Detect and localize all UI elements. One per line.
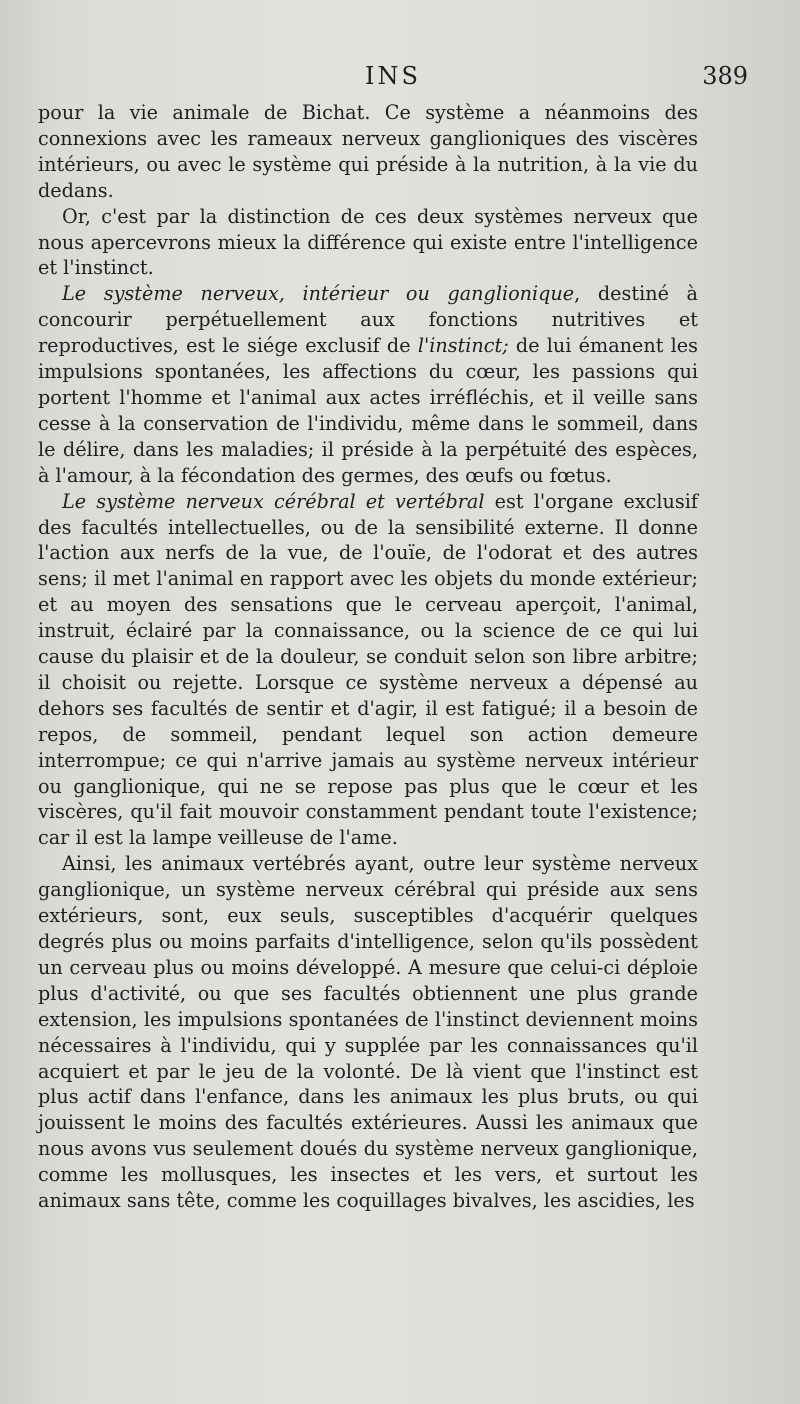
text-run: de lui émanent les impulsions spontanées, les affections du cœur, les passions qui portent l'homme et l'animal aux actes irréfléchis, et il veille sans cesse à la conservation de l'individu, même dans le sommeil, dans le délire, dans les maladies; il préside à la perpétuité des espèces, à l'amour, à la fécondation des germes, des œufs ou fœtus. (38, 334, 698, 487)
paragraph (38, 204, 698, 282)
text-run: est l'organe exclusif des facultés intellectuelles, ou de la sensibilité externe. Il donne l'action aux nerfs de la vue, de l'ouïe, de l'odorat et des autres sens; il met l'animal en rapport avec les objets du monde extérieur; et au moyen des sensations que le cerveau aperçoit, l'animal, instruit, éclairé par la connaissance, ou la science de ce qui lui cause du plaisir et de la douleur, se conduit selon son libre arbitre; il choisit ou rejette. Lorsque ce système nerveux a dépensé au dehors ses facultés de sentir et d'agir, il est fatigué; il a besoin de repos, de sommeil, pendant lequel son action demeure interrompue; ce qui n'arrive jamais au système nerveux intérieur ou ganglionique, qui ne se repose pas plus que le cœur et les viscères, qu'il fait mouvoir constamment pendant toute l'existence; car il est la lampe veilleuse de l'ame. (38, 489, 698, 850)
emphasized-text: Le système nerveux cérébral et vertébral (62, 489, 485, 513)
paragraph (38, 489, 698, 852)
running-head: INS (365, 62, 421, 90)
text-run: , destiné à concourir perpétuellement aux fonctions nutritives et reproductives, est le siége exclusif de (38, 282, 698, 358)
body-text (38, 100, 698, 1214)
paragraph (38, 281, 698, 488)
emphasized-text: Le système nerveux, intérieur ou ganglionique (62, 282, 575, 306)
text-run: pour la vie animale de Bichat. Ce système a néanmoins des connexions avec les rameaux nerveux ganglioniques des viscères intérieurs, ou avec le système qui préside à la nutrition, à la vie du dedans. (38, 101, 698, 202)
page-number: 389 (702, 62, 748, 90)
paragraph (38, 100, 698, 204)
text-run: Ainsi, les animaux vertébrés ayant, outre leur système nerveux ganglionique, un système nerveux cérébral qui préside aux sens extérieurs, sont, eux seuls, susceptibles d'acquérir quelques degrés plus ou moins parfaits d'intelligence, selon qu'ils possèdent un cerveau plus ou moins développé. A mesure que celui-ci déploie plus d'activité, ou que ses facultés obtiennent une plus grande extension, les impulsions spontanées de l'instinct deviennent moins nécessaires à l'individu, qui y supplée par les connaissances qu'il acquiert et par le jeu de la volonté. De là vient que l'instinct est plus actif dans l'enfance, dans les animaux les plus bruts, ou qui jouissent le moins des facultés extérieures. Aussi les animaux que nous avons vus seulement doués du système nerveux ganglionique, comme les mollusques, les insectes et les vers, et surtout les animaux sans tête, comme les coquillages bivalves, les ascidies, les (38, 852, 698, 1213)
paragraph (38, 851, 698, 1214)
text-run: Or, c'est par la distinction de ces deux systèmes nerveux que nous apercevrons mieux la différence qui existe entre l'intelligence et l'instinct. (38, 204, 698, 280)
page-header (38, 62, 748, 96)
emphasized-text: l'instinct; (417, 334, 509, 358)
